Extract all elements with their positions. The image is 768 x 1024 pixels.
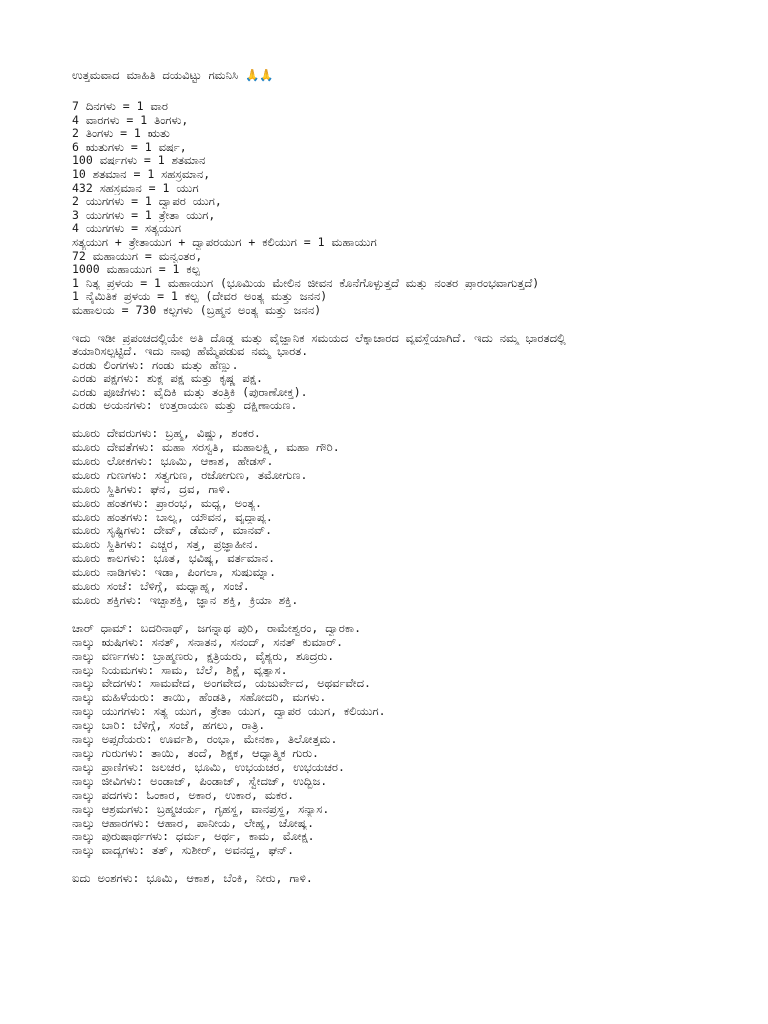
text-line: 432 ಸಹಸ್ರಮಾನ = 1 ಯುಗ	[72, 181, 199, 195]
text-line: ಮೂರು ಸ್ಥಿತಿಗಳು: ಎಚ್ಚರ, ಸತ್ತ, ಪ್ರಜ್ಞಾಹೀನ.	[72, 538, 260, 552]
paragraph-block	[72, 622, 742, 858]
text-line: ನಾಲ್ಕು ಜೀವಿಗಳು: ಅಂಡಾಜ್, ಪಿಂಡಾಜ್, ಸ್ವೇದಜ್, ಉದ್ಭಿಜ.	[72, 774, 328, 788]
text-line: ಐದು ಅಂಶಗಳು: ಭೂಮಿ, ಆಕಾಶ, ಬೆಂಕಿ, ನೀರು, ಗಾಳಿ.	[72, 872, 313, 886]
text-line: ನಾಲ್ಕು ಮಹಿಳೆಯರು: ತಾಯಿ, ಹೆಂಡತಿ, ಸಹೋದರಿ, ಮಗಳು.	[72, 691, 327, 705]
text-line: ಚಾರ್ ಧಾಮ್: ಬದರಿನಾಥ್, ಜಗನ್ನಾಥ ಪುರಿ, ರಾಮೇಶ್ವರಂ, ದ್ವಾರಕಾ.	[72, 621, 361, 635]
text-line: ಇದು ಇಡೀ ಪ್ರಪಂಚದಲ್ಲಿಯೇ ಅತಿ ದೊಡ್ಡ ಮತ್ತು ವೈಜ್ಞಾನಿಕ ಸಮಯದ ಲೆಕ್ಕಾಚಾರದ ವ್ಯವಸ್ಥೆಯಾಗಿದೆ. ಇದು ನಮ್ಮ ಭಾರತದಲ್ಲಿ	[72, 331, 566, 345]
text-line: ಮೂರು ಲೋಕಗಳು: ಭೂಮಿ, ಆಕಾಶ, ಹೇಡಸ್.	[72, 454, 274, 468]
text-line: ತಯಾರಿಸಲ್ಪಟ್ಟಿದೆ. ಇದು ನಾವು ಹೆಮ್ಮೆಪಡುವ ನಮ್ಮ ಭಾರತ.	[72, 345, 309, 359]
paragraph-block	[72, 872, 742, 886]
text-line: ಎರಡು ಲಿಂಗಗಳು: ಗಂಡು ಮತ್ತು ಹೆಣ್ಣು.	[72, 358, 239, 372]
text-line: 1 ನಿತ್ಯ ಪ್ರಳಯ = 1 ಮಹಾಯುಗ (ಭೂಮಿಯ ಮೇಲಿನ ಜೀವನ ಕೊನೆಗೊಳ್ಳುತ್ತದೆ ಮತ್ತು ನಂತರ ಪ್ರಾರಂಭವಾಗುತ್ತದೆ)	[72, 276, 540, 290]
text-line: ನಾಲ್ಕು ಋಷಿಗಳು: ಸನತ್, ಸನಾತನ, ಸನಂದ್, ಸನತ್ ಕುಮಾರ್.	[72, 635, 344, 649]
document-body	[72, 100, 742, 886]
text-line: 1000 ಮಹಾಯುಗ = 1 ಕಲ್ಪ	[72, 263, 200, 277]
text-line: ಎರಡು ಪೂಜೆಗಳು: ವೈದಿಕಿ ಮತ್ತು ತಂತ್ರಿಕಿ (ಪುರಾಣೋಕ್ತ).	[72, 385, 308, 399]
text-line: 4 ಯುಗಗಳು = ಸತ್ಯಯುಗ	[72, 222, 181, 236]
text-line: ಮೂರು ಶಕ್ತಿಗಳು: ಇಚ್ಛಾಶಕ್ತಿ, ಜ್ಞಾನ ಶಕ್ತಿ, ಕ್ರಿಯಾ ಶಕ್ತಿ.	[72, 593, 299, 607]
text-line: ನಾಲ್ಕು ಗುರುಗಳು: ತಾಯಿ, ತಂದೆ, ಶಿಕ್ಷಕ, ಆಧ್ಯಾತ್ಮಿಕ ಗುರು.	[72, 747, 319, 760]
paragraph-block	[72, 427, 742, 608]
text-line: ಮೂರು ಕಾಲಗಳು: ಭೂತ, ಭವಿಷ್ಯ, ವರ್ತಮಾನ.	[72, 552, 276, 566]
text-line: ಮೂರು ಹಂತಗಳು: ಪ್ರಾರಂಭ, ಮಧ್ಯ, ಅಂತ್ಯ.	[72, 496, 262, 510]
text-line: ನಾಲ್ಕು ಆಹಾರಗಳು: ಆಹಾರ, ಪಾನೀಯ, ಲೇಹ್ಯ, ಚೋಷ್ಯ.	[72, 816, 315, 830]
text-line: 100 ವರ್ಷಗಳು = 1 ಶತಮಾನ	[72, 154, 206, 168]
text-line: ಮೂರು ಸ್ಥಿತಿಗಳು: ಘನ, ದ್ರವ, ಗಾಳಿ.	[72, 482, 232, 496]
text-line: 10 ಶತಮಾನ = 1 ಸಹಸ್ರಮಾನ,	[72, 167, 211, 181]
text-line: ನಾಲ್ಕು ಯುಗಗಳು: ಸತ್ಯ ಯುಗ, ತ್ರೇತಾ ಯುಗ, ದ್ವಾಪರ ಯುಗ, ಕಲಿಯುಗ.	[72, 705, 386, 719]
text-line: ಮೂರು ಸೃಷ್ಟಿಗಳು: ದೇವ್, ಡೆಮನ್, ಮಾನವ್.	[72, 524, 273, 538]
text-line: ನಾಲ್ಕು ನಿಯಮಗಳು: ಸಾಮ, ಬೆಲೆ, ಶಿಕ್ಷೆ, ವ್ಯತ್ಯಾಸ.	[72, 663, 288, 677]
text-line: 2 ತಿಂಗಳು = 1 ಋತು	[72, 127, 170, 141]
text-line: 6 ಋತುಗಳು = 1 ವರ್ಷ,	[72, 140, 187, 154]
text-line: ನಾಲ್ಕು ಬಾರಿ: ಬೆಳಿಗ್ಗೆ, ಸಂಜೆ, ಹಗಲು, ರಾತ್ರಿ.	[72, 719, 266, 733]
text-line: 2 ಯುಗಗಳು = 1 ದ್ವಾಪರ ಯುಗ,	[72, 195, 222, 209]
text-line: ಎರಡು ಅಯನಗಳು: ಉತ್ತರಾಯಣ ಮತ್ತು ದಕ್ಷಿಣಾಯಣ.	[72, 399, 298, 413]
text-line: 3 ಯುಗಗಳು = 1 ತ್ರೇತಾ ಯುಗ,	[72, 208, 216, 222]
document-title: ಉತ್ತಮವಾದ ಮಾಹಿತಿ ದಯವಿಟ್ಟು ಗಮನಿಸಿ 🙏🙏	[72, 68, 274, 82]
text-line: ನಾಲ್ಕು ಪ್ರಾಣಿಗಳು: ಜಲಚರ, ಭೂಮಿ, ಉಭಯಚರ, ಉಭಯಚರ.	[72, 760, 345, 774]
paragraph-block	[72, 332, 742, 414]
document-page	[72, 68, 742, 900]
paragraph-block	[72, 100, 742, 318]
text-line: ನಾಲ್ಕು ವಾದ್ಯಗಳು: ತತ್, ಸುಶೀರ್, ಅವನದ್ಧ, ಘನ್.	[72, 844, 295, 858]
text-line: ನಾಲ್ಕು ವರ್ಣಗಳು: ಬ್ರಾಹ್ಮಣರು, ಕ್ಷತ್ರಿಯರು, ವೈಶ್ಯರು, ಶೂದ್ರರು.	[72, 649, 335, 663]
text-line: ಮೂರು ಸಂಜೆ: ಬೆಳಿಗ್ಗೆ, ಮಧ್ಯಾಹ್ನ, ಸಂಜೆ.	[72, 580, 250, 594]
text-line: ಮೂರು ದೇವತೆಗಳು: ಮಹಾ ಸರಸ್ವತಿ, ಮಹಾಲಕ್ಷ್ಮಿ, ಮಹಾ ಗೌರಿ.	[72, 440, 340, 454]
text-line: ಮೂರು ಹಂತಗಳು: ಬಾಲ್ಯ, ಯೌವನ, ವೃದ್ಧಾಪ್ಯ.	[72, 510, 273, 524]
text-line: ಮಹಾಲಯ = 730 ಕಲ್ಪಗಳು (ಬ್ರಹ್ಮನ ಅಂತ್ಯ ಮತ್ತು ಜನನ)	[72, 303, 322, 317]
text-line: ನಾಲ್ಕು ವೇದಗಳು: ಸಾಮವೇದ, ಅಂಗವೇದ, ಯಜುರ್ವೇದ, ಅಥರ್ವವೇದ.	[72, 677, 371, 691]
text-line: ಮೂರು ದೇವರುಗಳು: ಬ್ರಹ್ಮ, ವಿಷ್ಣು, ಶಂಕರ.	[72, 427, 261, 441]
text-line: ಎರಡು ಪಕ್ಷಗಳು: ಶುಕ್ಲ ಪಕ್ಷ ಮತ್ತು ಕೃಷ್ಣ ಪಕ್ಷ.	[72, 372, 263, 386]
text-line: 72 ಮಹಾಯುಗ = ಮನ್ವಂತರ,	[72, 249, 203, 263]
text-line: ನಾಲ್ಕು ಪದಗಳು: ಓಂಕಾರ, ಅಕಾರ, ಉಕಾರ, ಮಕರ.	[72, 788, 295, 802]
text-line: ಮೂರು ಗುಣಗಳು: ಸತ್ವಗುಣ, ರಜೋಗುಣ, ತಮೋಗುಣ.	[72, 468, 308, 482]
text-line: ನಾಲ್ಕು ಆಶ್ರಮಗಳು: ಬ್ರಹ್ಮಚರ್ಯ, ಗೃಹಸ್ಥ, ವಾನಪ್ರಸ್ಥ, ಸನ್ಯಾಸ.	[72, 802, 330, 816]
text-line: ನಾಲ್ಕು ಅಪ್ಸರೆಯರು: ಊರ್ವಶಿ, ರಂಭಾ, ಮೇನಕಾ, ತಿಲೋತ್ತಮ.	[72, 733, 338, 747]
text-line: 4 ವಾರಗಳು = 1 ತಿಂಗಳು,	[72, 113, 189, 127]
text-line: ಮೂರು ನಾಡಿಗಳು: ಇಡಾ, ಪಿಂಗಲಾ, ಸುಷುಮ್ನಾ.	[72, 566, 277, 580]
text-line: 7 ದಿನಗಳು = 1 ವಾರ	[72, 100, 168, 113]
text-line: 1 ನೈಮಿತಿಕ ಪ್ರಳಯ = 1 ಕಲ್ಪ (ದೇವರ ಅಂತ್ಯ ಮತ್ತು ಜನನ)	[72, 290, 328, 304]
text-line: ನಾಲ್ಕು ಪುರುಷಾರ್ಥಗಳು: ಧರ್ಮ, ಅರ್ಥ, ಕಾಮ, ಮೋಕ್ಷ.	[72, 830, 315, 844]
text-line: ಸತ್ಯಯುಗ + ತ್ರೇತಾಯುಗ + ದ್ವಾಪರಯುಗ + ಕಲಿಯುಗ = 1 ಮಹಾಯುಗ	[72, 235, 377, 249]
